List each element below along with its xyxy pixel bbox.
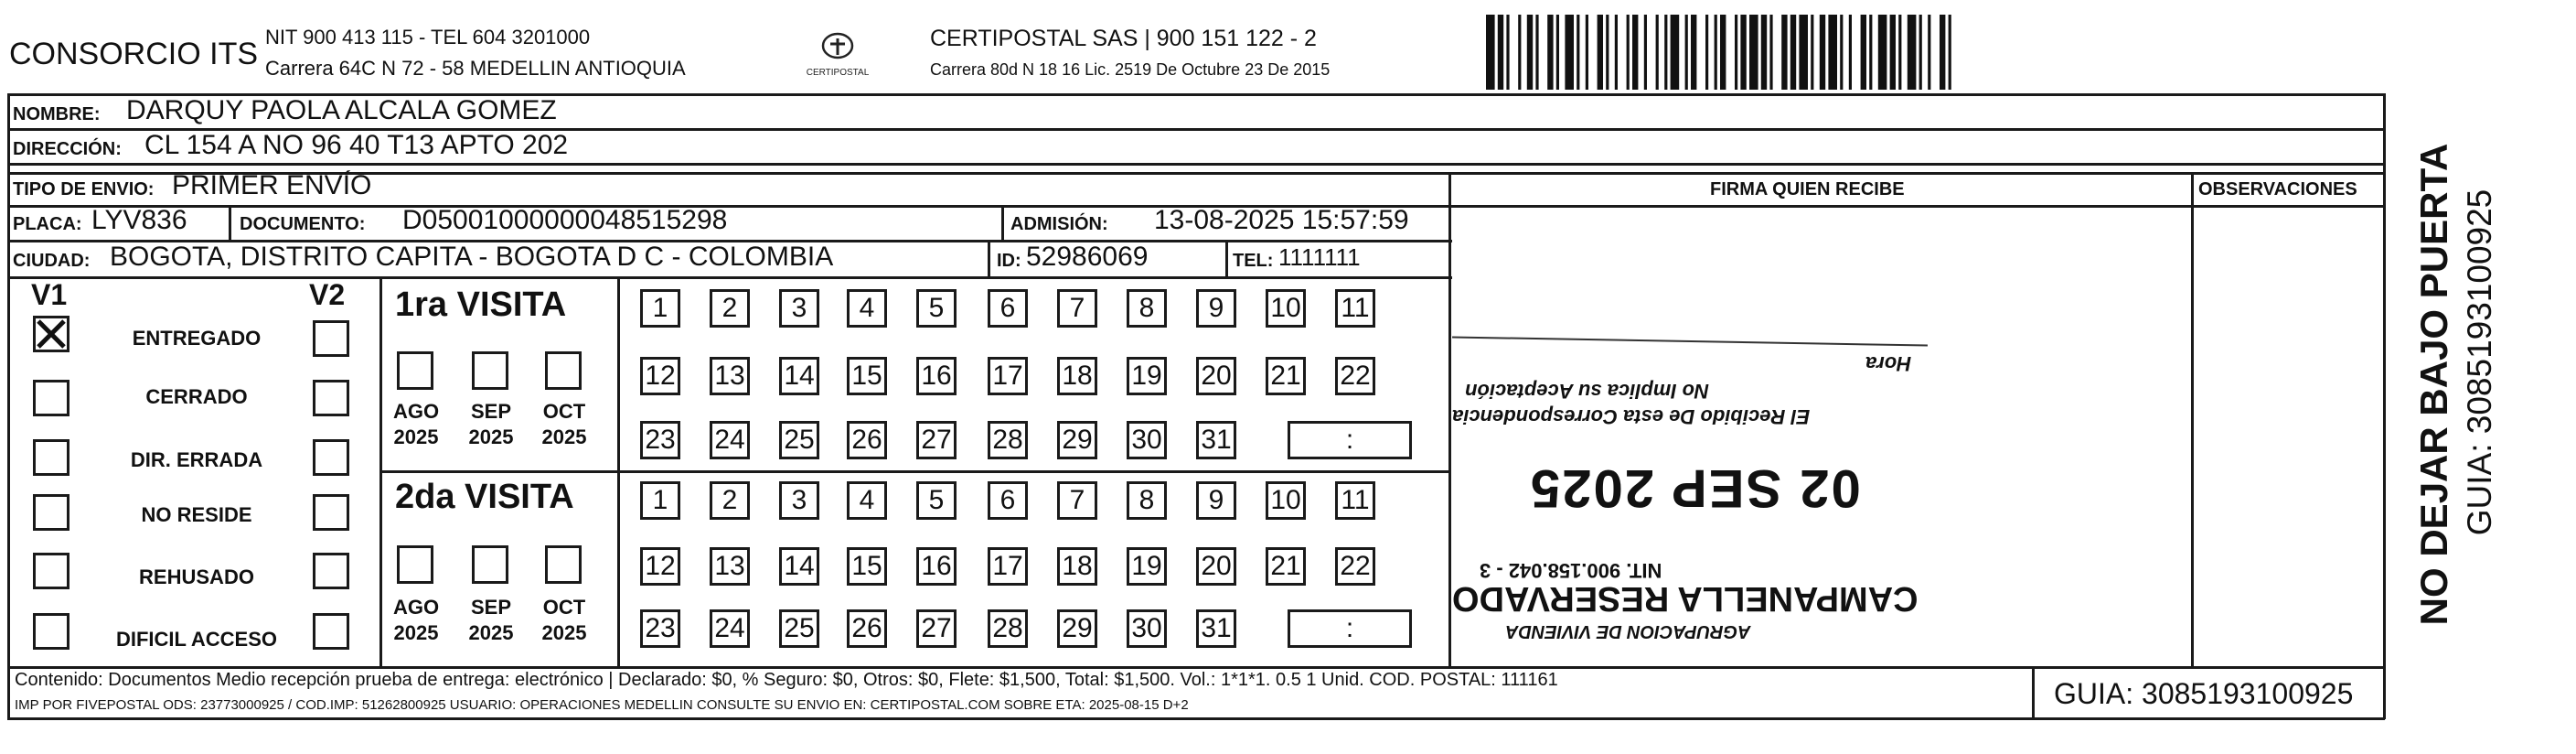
visit-2-day-box[interactable] bbox=[916, 481, 957, 520]
barcode-bar bbox=[1535, 15, 1538, 90]
visit-2-month-box-ago[interactable] bbox=[397, 545, 433, 584]
v1-checkbox-entregado[interactable] bbox=[33, 316, 69, 352]
barcode-bar bbox=[1632, 15, 1638, 90]
day-number: 14 bbox=[784, 551, 815, 581]
frame-right bbox=[2383, 93, 2386, 719]
day-number: 25 bbox=[784, 425, 815, 455]
visit-1-day-box[interactable] bbox=[988, 421, 1028, 459]
visit-1-day-box[interactable] bbox=[1196, 421, 1236, 459]
barcode-bar bbox=[1878, 15, 1887, 90]
visit-2-month-sep: SEP 2025 bbox=[468, 596, 514, 644]
visit-2-day-box[interactable] bbox=[710, 609, 750, 648]
barcode-bar bbox=[1749, 15, 1758, 90]
visit-2-time-box[interactable] bbox=[1288, 609, 1412, 648]
day-number: 7 bbox=[1069, 293, 1085, 323]
visit-1-day-box[interactable] bbox=[1127, 421, 1167, 459]
day-number: 21 bbox=[1270, 361, 1301, 391]
col-line-observations bbox=[2191, 172, 2194, 668]
stamp-hora: Hora bbox=[1865, 352, 1912, 375]
tel-label: TEL: bbox=[1233, 251, 1274, 271]
frame-bottom bbox=[7, 717, 2385, 720]
visit-2-day-box[interactable] bbox=[1057, 609, 1097, 648]
day-number: 18 bbox=[1062, 361, 1093, 391]
day-number: 29 bbox=[1062, 613, 1093, 643]
visit-2-day-box[interactable] bbox=[779, 609, 819, 648]
signature-area bbox=[1452, 209, 2189, 666]
day-number: 17 bbox=[992, 551, 1023, 581]
barcode-bar bbox=[1799, 15, 1808, 90]
barcode-bar bbox=[1656, 15, 1659, 90]
visit-1-day-box[interactable] bbox=[1057, 421, 1097, 459]
v1-checkbox-cerrado[interactable] bbox=[33, 380, 69, 416]
visit-2-day-box[interactable] bbox=[1127, 481, 1167, 520]
barcode-bar bbox=[1598, 15, 1603, 90]
svg-text:CERTIPOSTAL: CERTIPOSTAL bbox=[806, 68, 870, 78]
visit-2-month-oct: OCT 2025 bbox=[541, 596, 587, 644]
barcode-bar bbox=[1840, 15, 1843, 90]
barcode-bar bbox=[1928, 15, 1930, 90]
visit-1-day-box[interactable] bbox=[710, 421, 750, 459]
day-number: 31 bbox=[1201, 425, 1232, 455]
barcode-bar bbox=[1565, 15, 1574, 90]
barcode-bar bbox=[1671, 15, 1680, 90]
visit-1-day-box[interactable] bbox=[710, 357, 750, 395]
day-number: 28 bbox=[992, 425, 1023, 455]
row-line bbox=[7, 276, 1452, 279]
recipient-address: CL 154 A NO 96 40 T13 APTO 202 bbox=[144, 130, 569, 160]
barcode-bar bbox=[1644, 15, 1647, 90]
barcode-bar bbox=[1781, 15, 1787, 90]
visit-2-day-box[interactable] bbox=[988, 609, 1028, 648]
option-cerrado: CERRADO bbox=[145, 385, 248, 408]
stamp-received: El Recibido De esta Correspondencia bbox=[1452, 405, 1811, 428]
day-number: 27 bbox=[921, 425, 952, 455]
barcode-bar bbox=[1606, 15, 1609, 90]
barcode-bar bbox=[1715, 15, 1717, 90]
day-number: 22 bbox=[1340, 551, 1371, 581]
visit-2-day-box[interactable] bbox=[779, 481, 819, 520]
visit-1-month-oct: OCT 2025 bbox=[541, 400, 587, 448]
visit-2-month-box-oct[interactable] bbox=[545, 545, 582, 584]
visit-1-day-box[interactable] bbox=[1196, 357, 1236, 395]
shipment-type-label: TIPO DE ENVIO: bbox=[13, 179, 155, 199]
visit-1-day-box[interactable] bbox=[1266, 357, 1306, 395]
side-warning: NO DEJAR BAJO PUERTA bbox=[2412, 143, 2455, 626]
barcode-bar bbox=[1627, 15, 1630, 90]
day-number: 10 bbox=[1270, 293, 1301, 323]
sender-nit-tel: NIT 900 413 115 - TEL 604 3201000 bbox=[265, 26, 591, 48]
row-line bbox=[7, 666, 2385, 669]
v1-header: V1 bbox=[31, 278, 68, 311]
visit-2-day-box[interactable] bbox=[710, 547, 750, 586]
day-number: 9 bbox=[1208, 293, 1224, 323]
v2-checkbox-entregado[interactable] bbox=[313, 320, 349, 357]
day-number: 2 bbox=[721, 485, 738, 515]
visit-2-day-box[interactable] bbox=[1196, 547, 1236, 586]
visit-2-day-box[interactable] bbox=[988, 547, 1028, 586]
visit-2-day-box[interactable] bbox=[1057, 547, 1097, 586]
day-number: 22 bbox=[1340, 361, 1371, 391]
visit-1-day-box[interactable] bbox=[1335, 289, 1375, 328]
col-line bbox=[988, 242, 990, 278]
city-value: BOGOTA, DISTRITO CAPITA - BOGOTA D C - COLOMBIA bbox=[110, 242, 834, 272]
visit-1-day-box[interactable] bbox=[916, 421, 957, 459]
day-number: 23 bbox=[645, 613, 676, 643]
barcode-bar bbox=[1869, 15, 1872, 90]
day-number: 8 bbox=[1138, 485, 1155, 515]
v2-checkbox-dir-errada[interactable] bbox=[313, 439, 349, 476]
barcode-bar bbox=[1811, 15, 1813, 90]
day-number: 28 bbox=[992, 613, 1023, 643]
visit-2-day-box[interactable] bbox=[640, 547, 680, 586]
day-number: 13 bbox=[714, 551, 745, 581]
visit-1-day-box[interactable] bbox=[1266, 289, 1306, 328]
day-number: 19 bbox=[1131, 551, 1162, 581]
day-number: 14 bbox=[784, 361, 815, 391]
time-separator: : bbox=[1345, 613, 1354, 643]
id-label: ID: bbox=[997, 251, 1021, 271]
visit-2-day-box[interactable] bbox=[779, 547, 819, 586]
day-number: 29 bbox=[1062, 425, 1093, 455]
visit-1-time-box[interactable] bbox=[1288, 421, 1412, 459]
visit-1-day-box[interactable] bbox=[847, 289, 887, 328]
recipient-name: DARQUY PAOLA ALCALA GOMEZ bbox=[126, 95, 557, 125]
day-number: 5 bbox=[928, 293, 945, 323]
address-label: DIRECCIÓN: bbox=[13, 139, 122, 159]
barcode-bar bbox=[1547, 15, 1553, 90]
barcode-bar bbox=[1556, 15, 1559, 90]
signature-header: FIRMA QUIEN RECIBE bbox=[1710, 179, 1905, 199]
barcode-bar bbox=[1898, 15, 1901, 90]
barcode-bar bbox=[1761, 15, 1767, 90]
day-number: 12 bbox=[645, 551, 676, 581]
barcode-bar bbox=[1828, 15, 1837, 90]
day-number: 15 bbox=[851, 361, 882, 391]
visit-2-day-box[interactable] bbox=[916, 547, 957, 586]
barcode-bar bbox=[1685, 15, 1688, 90]
day-number: 27 bbox=[921, 613, 952, 643]
footer-print-info: IMP POR FIVEPOSTAL ODS: 23773000925 / COD.IMP: 51262800925 USUARIO: OPERACIONES MEDELLIN CONSULTE SU ENVIO EN: CERTIPOSTAL.COM SOBRE ETA: 2025-08-15 D+2 bbox=[15, 697, 1189, 713]
visit-2-day-box[interactable] bbox=[640, 609, 680, 648]
day-number: 20 bbox=[1201, 551, 1232, 581]
visit-2-month-box-sep[interactable] bbox=[472, 545, 508, 584]
v2-checkbox-dificil-acceso[interactable] bbox=[313, 613, 349, 650]
visit-2-day-box[interactable] bbox=[1127, 609, 1167, 648]
stamp-group: AGRUPACION DE VIVIENDA bbox=[1505, 621, 1751, 641]
day-number: 12 bbox=[645, 361, 676, 391]
barcode-bar bbox=[1790, 15, 1796, 90]
day-number: 3 bbox=[791, 293, 807, 323]
stamp-acceptance: No Implica su Aceptación bbox=[1465, 380, 1709, 403]
frame-left bbox=[7, 93, 10, 719]
day-number: 24 bbox=[714, 425, 745, 455]
col-line-signature bbox=[1448, 172, 1451, 668]
day-number: 11 bbox=[1341, 485, 1370, 515]
barcode-bar bbox=[1586, 15, 1588, 90]
visit-2-day-box[interactable] bbox=[640, 481, 680, 520]
day-number: 4 bbox=[859, 485, 875, 515]
row-line bbox=[379, 470, 1451, 473]
visit-1-day-box[interactable] bbox=[1057, 289, 1097, 328]
visit-1-day-box[interactable] bbox=[1196, 289, 1236, 328]
day-number: 10 bbox=[1270, 485, 1301, 515]
barcode-bar bbox=[1919, 15, 1922, 90]
visit-2-day-box[interactable] bbox=[1266, 481, 1306, 520]
col-line bbox=[229, 205, 231, 242]
visit-1-title: 1ra VISITA bbox=[395, 285, 567, 324]
option-dificil-acceso: DIFICIL ACCESO bbox=[115, 628, 277, 651]
visit-1-day-box[interactable] bbox=[847, 357, 887, 395]
day-number: 6 bbox=[999, 485, 1016, 515]
col-line bbox=[2032, 666, 2035, 719]
day-number: 1 bbox=[652, 293, 668, 323]
barcode-bar bbox=[1498, 15, 1503, 90]
barcode-bar bbox=[1527, 15, 1533, 90]
admission-value: 13-08-2025 15:57:59 bbox=[1154, 205, 1409, 235]
tel-value: 1111111 bbox=[1278, 243, 1361, 271]
day-number: 6 bbox=[999, 293, 1016, 323]
day-number: 9 bbox=[1208, 485, 1224, 515]
barcode-bar bbox=[1861, 15, 1866, 90]
stamp-date: 02 SEP 2025 bbox=[1529, 458, 1861, 518]
name-label: NOMBRE: bbox=[13, 104, 101, 124]
visit-1-day-box[interactable] bbox=[640, 289, 680, 328]
day-number: 16 bbox=[921, 361, 952, 391]
barcode-bar bbox=[1720, 15, 1726, 90]
visit-1-month-box-sep[interactable] bbox=[472, 351, 508, 390]
day-number: 19 bbox=[1131, 361, 1162, 391]
visit-1-day-box[interactable] bbox=[779, 421, 819, 459]
option-no-reside: NO RESIDE bbox=[141, 503, 252, 526]
visit-1-month-sep: SEP 2025 bbox=[468, 400, 514, 448]
v2-checkbox-no-reside[interactable] bbox=[313, 494, 349, 531]
visit-2-day-box[interactable] bbox=[847, 481, 887, 520]
day-number: 7 bbox=[1069, 485, 1085, 515]
visit-2-day-box[interactable] bbox=[988, 481, 1028, 520]
barcode-bar bbox=[1518, 15, 1521, 90]
footer-guia: GUIA: 3085193100925 bbox=[2054, 677, 2354, 710]
barcode-bar bbox=[1506, 15, 1509, 90]
stamp-reserved: CAMPANELLA RESERVADO bbox=[1452, 579, 1919, 618]
barcode-bar bbox=[1705, 15, 1708, 90]
day-number: 3 bbox=[791, 485, 807, 515]
day-number: 1 bbox=[652, 485, 668, 515]
visit-1-month-box-oct[interactable] bbox=[545, 351, 582, 390]
barcode-bar bbox=[1735, 15, 1737, 90]
v1-checkbox-rehusado[interactable] bbox=[33, 553, 69, 589]
sender-address: Carrera 64C N 72 - 58 MEDELLIN ANTIOQUIA bbox=[265, 57, 686, 80]
visit-1-day-box[interactable] bbox=[988, 289, 1028, 328]
visit-2-title: 2da VISITA bbox=[395, 478, 574, 516]
option-rehusado: REHUSADO bbox=[139, 566, 254, 588]
stamp-nit: NIT. 900.158.042 - 3 bbox=[1480, 559, 1662, 582]
side-guia: GUIA: 3085193100925 bbox=[2461, 188, 2498, 536]
visit-2-day-box[interactable] bbox=[1266, 547, 1306, 586]
carrier-name: CERTIPOSTAL SAS | 900 151 122 - 2 bbox=[930, 26, 1317, 51]
row-line bbox=[7, 163, 2385, 166]
visit-1-day-box[interactable] bbox=[847, 421, 887, 459]
certipostal-logo bbox=[805, 27, 871, 84]
document-label: DOCUMENTO: bbox=[240, 214, 366, 234]
v2-header: V2 bbox=[309, 278, 346, 311]
v2-checkbox-rehusado[interactable] bbox=[313, 553, 349, 589]
visit-2-day-box[interactable] bbox=[1127, 547, 1167, 586]
visit-1-day-box[interactable] bbox=[779, 357, 819, 395]
barcode-bar bbox=[1949, 15, 1951, 90]
visit-2-day-box[interactable] bbox=[1335, 481, 1375, 520]
barcode-bar bbox=[1740, 15, 1746, 90]
visit-2-day-box[interactable] bbox=[1196, 481, 1236, 520]
visit-2-month-ago: AGO 2025 bbox=[392, 596, 440, 644]
visit-1-day-box[interactable] bbox=[916, 357, 957, 395]
day-number: 23 bbox=[645, 425, 676, 455]
footer-contents: Contenido: Documentos Medio recepción prueba de entrega: electrónico | Declarado: $0, % Seguro: $0, Otros: $0, Flete: $1,500, Total: $1,500. Vol.: 1*1*1. 0.5 1 Unid. COD. POSTAL: 111161 bbox=[15, 670, 1558, 690]
barcode-bar bbox=[1615, 15, 1618, 90]
option-entregado: ENTREGADO bbox=[132, 327, 262, 350]
visit-2-day-box[interactable] bbox=[1196, 609, 1236, 648]
barcode-bar bbox=[1940, 15, 1945, 90]
day-number: 8 bbox=[1138, 293, 1155, 323]
day-number: 2 bbox=[721, 293, 738, 323]
plate-label: PLACA: bbox=[13, 214, 82, 234]
visit-2-day-box[interactable] bbox=[847, 609, 887, 648]
visit-1-day-box[interactable] bbox=[640, 421, 680, 459]
visit-1-day-box[interactable] bbox=[779, 289, 819, 328]
day-number: 16 bbox=[921, 551, 952, 581]
day-number: 21 bbox=[1270, 551, 1301, 581]
visit-2-day-box[interactable] bbox=[1335, 547, 1375, 586]
hora-line bbox=[1452, 336, 1928, 346]
v1-checkbox-no-reside[interactable] bbox=[33, 494, 69, 531]
observations-header: OBSERVACIONES bbox=[2198, 179, 2357, 199]
barcode-bar bbox=[1691, 15, 1696, 90]
visit-1-day-box[interactable] bbox=[988, 357, 1028, 395]
day-number: 30 bbox=[1131, 613, 1162, 643]
day-number: 11 bbox=[1341, 293, 1370, 323]
option-dir-errada: DIR. ERRADA bbox=[130, 448, 263, 471]
day-number: 20 bbox=[1201, 361, 1232, 391]
day-number: 4 bbox=[859, 293, 875, 323]
day-number: 18 bbox=[1062, 551, 1093, 581]
barcode-bar bbox=[1890, 15, 1896, 90]
day-number: 30 bbox=[1131, 425, 1162, 455]
barcode-bar bbox=[1769, 15, 1772, 90]
visit-2-day-box[interactable] bbox=[710, 481, 750, 520]
barcode-bar bbox=[1577, 15, 1579, 90]
v1-checkbox-dir-errada[interactable] bbox=[33, 439, 69, 476]
v2-checkbox-cerrado[interactable] bbox=[313, 380, 349, 416]
shipment-type: PRIMER ENVÍO bbox=[172, 170, 372, 200]
day-number: 13 bbox=[714, 361, 745, 391]
visit-2-day-box[interactable] bbox=[1057, 481, 1097, 520]
admission-label: ADMISIÓN: bbox=[1010, 214, 1108, 234]
barcode bbox=[1486, 15, 2227, 90]
carrier-address: Carrera 80d N 18 16 Lic. 2519 De Octubre 23 De 2015 bbox=[930, 60, 1331, 79]
visit-2-day-box[interactable] bbox=[916, 609, 957, 648]
sender-name: CONSORCIO ITS bbox=[9, 37, 259, 71]
day-number: 5 bbox=[928, 485, 945, 515]
day-number: 31 bbox=[1201, 613, 1232, 643]
visit-1-day-box[interactable] bbox=[916, 289, 957, 328]
visit-1-day-box[interactable] bbox=[1127, 289, 1167, 328]
barcode-bar bbox=[1820, 15, 1825, 90]
id-value: 52986069 bbox=[1026, 242, 1149, 272]
visit-1-month-ago: AGO 2025 bbox=[392, 400, 440, 448]
day-number: 26 bbox=[851, 425, 882, 455]
col-line bbox=[1001, 205, 1004, 242]
day-number: 25 bbox=[784, 613, 815, 643]
barcode-bar bbox=[1664, 15, 1667, 90]
visit-1-day-box[interactable] bbox=[710, 289, 750, 328]
barcode-bar bbox=[1908, 15, 1917, 90]
visit-1-day-box[interactable] bbox=[640, 357, 680, 395]
time-separator: : bbox=[1345, 425, 1354, 455]
document-value: D05001000000048515298 bbox=[402, 205, 728, 235]
visit-2-day-box[interactable] bbox=[847, 547, 887, 586]
visit-1-day-box[interactable] bbox=[1057, 357, 1097, 395]
plate-value: LYV836 bbox=[91, 205, 187, 235]
barcode-bar bbox=[1849, 15, 1852, 90]
day-number: 24 bbox=[714, 613, 745, 643]
city-label: CIUDAD: bbox=[13, 251, 91, 271]
day-number: 26 bbox=[851, 613, 882, 643]
col-line bbox=[1225, 242, 1228, 278]
visit-1-month-box-ago[interactable] bbox=[397, 351, 433, 390]
visit-1-day-box[interactable] bbox=[1335, 357, 1375, 395]
barcode-bar bbox=[1486, 15, 1495, 90]
day-number: 15 bbox=[851, 551, 882, 581]
visit-1-day-box[interactable] bbox=[1127, 357, 1167, 395]
day-number: 17 bbox=[992, 361, 1023, 391]
v1-checkbox-dificil-acceso[interactable] bbox=[33, 613, 69, 650]
